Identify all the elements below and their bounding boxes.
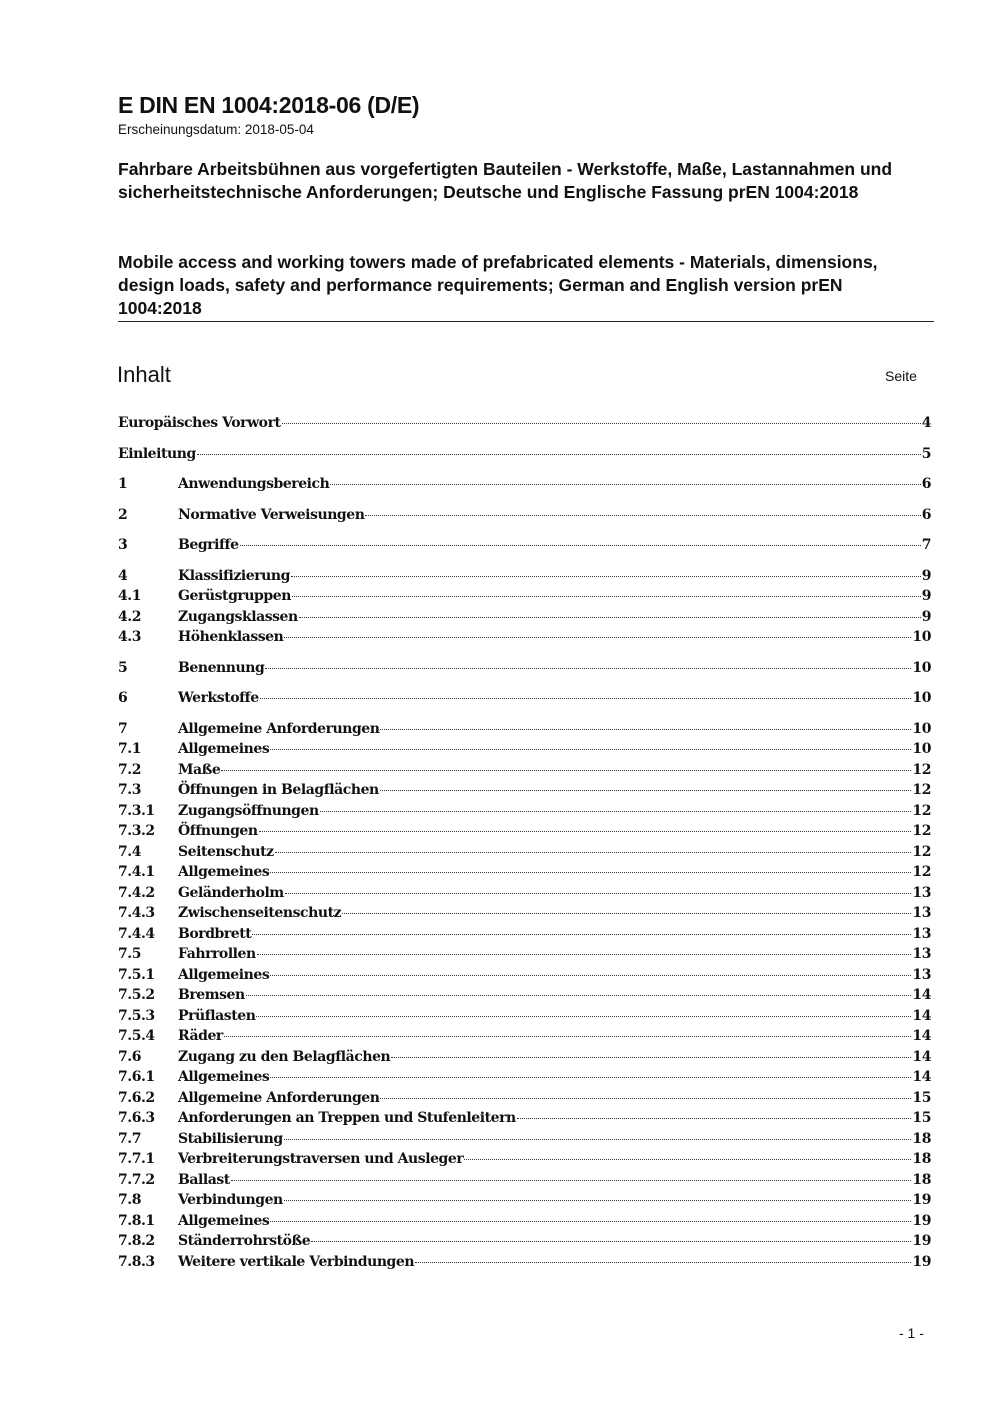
toc-entry-page: 18 (912, 1151, 931, 1167)
toc-entry-label: Allgemeines (178, 864, 270, 880)
toc-entry-number: 1 (118, 476, 128, 492)
toc-entry-number: 7.8.2 (118, 1233, 155, 1249)
toc-entry-number: 7.8 (118, 1192, 142, 1208)
toc-entry[interactable] (118, 967, 931, 988)
toc-entry-page: 13 (912, 925, 931, 942)
toc-entry-number: 7.4.3 (118, 905, 155, 921)
toc-entry-page: 10 (912, 741, 931, 757)
toc-entry-number: 7.4.2 (118, 884, 155, 901)
toc-dot-leader (259, 831, 912, 832)
toc-entry-label: Bordbrett (178, 925, 252, 942)
toc-entry-page: 6 (921, 506, 931, 523)
toc-entry-page: 9 (921, 608, 931, 625)
toc-entry[interactable] (118, 1192, 931, 1213)
toc-entry[interactable] (118, 629, 931, 650)
toc-entry-label: Weitere vertikale Verbindungen (178, 1253, 415, 1270)
toc-entry[interactable] (118, 1213, 931, 1234)
toc-entry-label: Allgemeines (178, 1212, 270, 1229)
toc-dot-leader (365, 515, 920, 516)
toc-entry[interactable] (118, 1008, 931, 1029)
toc-entry-label: Geländerholm (178, 884, 284, 901)
toc-entry-label: Zugang zu den Belagflächen (178, 1048, 391, 1065)
toc-entry-page: 14 (912, 1048, 931, 1065)
toc-dot-leader (240, 545, 921, 546)
toc-entry[interactable] (118, 609, 931, 630)
toc-entry-label: Allgemeines (178, 966, 270, 983)
toc-entry-label: Klassifizierung (178, 567, 290, 584)
toc-entry-label: Ständerrohrstöße (178, 1233, 311, 1249)
toc-entry-number: 7.5 (118, 946, 142, 962)
toc-entry-label: Anwendungsbereich (178, 476, 330, 492)
toc-dot-leader (517, 1118, 912, 1119)
toc-entry[interactable] (118, 1233, 931, 1254)
toc-entry[interactable] (118, 885, 931, 906)
toc-entry[interactable] (118, 690, 931, 711)
toc-dot-leader (282, 423, 921, 424)
title-german: Fahrbare Arbeitsbühnen aus vorgefertigten Bauteilen - Werkstoffe, Maße, Lastannahmen und sicherheitstechnische Anforderungen; Deutsche und Englische Fassung prEN 1004:2018 (118, 159, 893, 202)
toc-entry[interactable] (118, 588, 931, 609)
toc-dot-leader (260, 698, 912, 699)
toc-entry-page: 14 (912, 1028, 931, 1044)
toc-dot-leader (291, 576, 921, 577)
toc-entry[interactable] (118, 844, 931, 865)
toc-entry-label: Bremsen (178, 987, 245, 1003)
toc-entry[interactable] (118, 1254, 931, 1275)
toc-dot-leader (380, 790, 912, 791)
toc-entry-number: 7.6.3 (118, 1110, 155, 1126)
document-id: E DIN EN 1004:2018-06 (D/E) (118, 92, 420, 118)
toc-entry-number: 7.7.1 (118, 1151, 155, 1167)
toc-entry-page: 18 (912, 1130, 931, 1147)
toc-entry[interactable] (118, 507, 931, 528)
toc-dot-leader (231, 1180, 912, 1181)
toc-entry-label: Verbreiterungstraversen und Ausleger (178, 1151, 464, 1167)
toc-entry-number: 6 (118, 690, 128, 706)
toc-entry-number: 7.7 (118, 1130, 142, 1147)
toc-entry-label: Allgemeines (178, 741, 270, 757)
toc-entry-label: Anforderungen an Treppen und Stufenleitern (178, 1110, 516, 1126)
toc-entry[interactable] (118, 1151, 931, 1172)
toc-entry-page: 13 (912, 905, 931, 921)
toc-entry-number: 2 (118, 506, 128, 523)
toc-entry-label: Öffnungen (178, 823, 258, 839)
page-number: - 1 - (899, 1325, 924, 1341)
toc-entry-label: Zwischenseitenschutz (178, 905, 342, 921)
toc-entry[interactable] (118, 1028, 931, 1049)
toc-entry-page: 10 (912, 629, 931, 645)
toc-dot-leader (391, 1057, 911, 1058)
toc-entry[interactable] (118, 1172, 931, 1193)
toc-entry-number: 7.3.2 (118, 823, 155, 839)
toc-entry-number: 3 (118, 537, 128, 553)
toc-entry-label: Räder (178, 1028, 223, 1044)
toc-entry-page: 19 (912, 1212, 931, 1229)
toc-dot-leader (256, 1016, 911, 1017)
toc-entry[interactable] (118, 537, 931, 558)
toc-entry-page: 14 (912, 987, 931, 1003)
toc-entry[interactable] (118, 926, 931, 947)
toc-entry-page: 15 (912, 1110, 931, 1126)
toc-dot-leader (246, 995, 912, 996)
toc-entry-number: 7.4.1 (118, 864, 155, 880)
toc-dot-leader (252, 934, 911, 935)
toc-dot-leader (270, 749, 911, 750)
toc-entry-page: 14 (912, 1007, 931, 1024)
table-of-contents (118, 415, 931, 1274)
toc-entry-page: 19 (912, 1192, 931, 1208)
toc-entry-label: Europäisches Vorwort (118, 415, 281, 431)
toc-entry-page: 13 (912, 966, 931, 983)
toc-entry[interactable] (118, 823, 931, 844)
toc-dot-leader (270, 1077, 911, 1078)
toc-dot-leader (380, 729, 911, 730)
toc-dot-leader (380, 1098, 911, 1099)
toc-dot-leader (265, 668, 911, 669)
toc-entry-label: Gerüstgruppen (178, 588, 291, 604)
title-english: Mobile access and working towers made of prefabricated elements - Materials, dimensions, design loads, safety and performance requirements; German and English version prEN 1004:2018 (118, 252, 878, 318)
toc-entry-page: 12 (912, 782, 931, 798)
toc-entry[interactable] (118, 568, 931, 589)
toc-entry-page: 14 (912, 1069, 931, 1085)
toc-dot-leader (464, 1159, 911, 1160)
toc-dot-leader (270, 872, 911, 873)
toc-entry-number: 7.3.1 (118, 802, 155, 819)
toc-entry-number: 4.1 (118, 588, 142, 604)
toc-entry[interactable] (118, 415, 931, 436)
toc-entry-page: 6 (921, 476, 931, 492)
toc-entry[interactable] (118, 762, 931, 783)
toc-entry-label: Verbindungen (178, 1192, 283, 1208)
toc-dot-leader (330, 484, 920, 485)
toc-entry-page: 19 (912, 1253, 931, 1270)
toc-entry-page: 4 (921, 415, 931, 431)
toc-entry-label: Höhenklassen (178, 629, 284, 645)
toc-entry[interactable] (118, 741, 931, 762)
toc-entry-page: 12 (912, 761, 931, 778)
toc-entry-label: Zugangsklassen (178, 608, 298, 625)
toc-entry-number: 7.8.3 (118, 1253, 155, 1270)
toc-entry[interactable] (118, 864, 931, 885)
toc-entry[interactable] (118, 905, 931, 926)
toc-entry-number: 7.6 (118, 1048, 142, 1065)
title-divider (118, 321, 934, 322)
toc-dot-leader (284, 1139, 912, 1140)
toc-entry-number: 7.7.2 (118, 1171, 155, 1188)
toc-entry[interactable] (118, 476, 931, 497)
toc-entry-number: 4.3 (118, 629, 142, 645)
toc-entry-label: Fahrrollen (178, 946, 256, 962)
toc-entry-page: 12 (912, 823, 931, 839)
toc-dot-leader (257, 954, 912, 955)
toc-dot-leader (270, 1221, 911, 1222)
toc-entry-label: Seitenschutz (178, 843, 274, 860)
toc-entry-label: Prüflasten (178, 1007, 256, 1024)
toc-entry-page: 10 (912, 659, 931, 676)
toc-entry-label: Einleitung (118, 445, 196, 462)
toc-entry-label: Ballast (178, 1171, 230, 1188)
toc-entry-label: Allgemeine Anforderungen (178, 720, 380, 737)
toc-entry[interactable] (118, 1090, 931, 1111)
toc-dot-leader (284, 637, 911, 638)
toc-dot-leader (415, 1262, 911, 1263)
toc-entry[interactable] (118, 803, 931, 824)
publication-date: Erscheinungsdatum: 2018-05-04 (118, 122, 314, 137)
toc-dot-leader (275, 852, 912, 853)
toc-dot-leader (299, 617, 921, 618)
toc-dot-leader (284, 1200, 912, 1201)
toc-entry-page: 19 (912, 1233, 931, 1249)
toc-entry-number: 7.5.3 (118, 1007, 155, 1024)
toc-dot-leader (224, 1036, 912, 1037)
toc-entry-number: 7.2 (118, 761, 142, 778)
toc-entry-number: 7.6.1 (118, 1069, 155, 1085)
toc-entry[interactable] (118, 446, 931, 467)
toc-entry[interactable] (118, 1049, 931, 1070)
toc-entry[interactable] (118, 946, 931, 967)
toc-entry[interactable] (118, 721, 931, 742)
toc-entry-number: 7.1 (118, 741, 142, 757)
toc-dot-leader (270, 975, 911, 976)
toc-entry-page: 12 (912, 802, 931, 819)
toc-entry-label: Normative Verweisungen (178, 506, 365, 523)
toc-entry-label: Werkstoffe (178, 690, 259, 706)
toc-dot-leader (292, 596, 921, 597)
toc-entry-number: 7.5.2 (118, 987, 155, 1003)
toc-entry-number: 4 (118, 567, 128, 584)
toc-entry-label: Benennung (178, 659, 265, 676)
toc-entry-page: 5 (921, 445, 931, 462)
toc-entry-page: 7 (921, 537, 931, 553)
toc-entry-page: 10 (912, 720, 931, 737)
toc-entry-label: Allgemeines (178, 1069, 270, 1085)
toc-entry-page: 13 (912, 946, 931, 962)
toc-entry[interactable] (118, 1069, 931, 1090)
toc-entry-number: 7.5.4 (118, 1028, 155, 1044)
toc-dot-leader (285, 893, 912, 894)
toc-entry-page: 13 (912, 884, 931, 901)
toc-entry-label: Allgemeine Anforderungen (178, 1089, 380, 1106)
toc-entry-number: 4.2 (118, 608, 142, 625)
toc-entry-number: 7.4.4 (118, 925, 155, 942)
toc-entry-label: Begriffe (178, 537, 239, 553)
toc-dot-leader (197, 454, 921, 455)
toc-entry-page: 10 (912, 690, 931, 706)
toc-page-column-label: Seite (885, 368, 917, 384)
toc-entry-page: 15 (912, 1089, 931, 1106)
toc-entry[interactable] (118, 1110, 931, 1131)
toc-dot-leader (221, 770, 911, 771)
toc-entry-number: 7.5.1 (118, 966, 155, 983)
toc-heading: Inhalt (117, 362, 171, 387)
toc-entry[interactable] (118, 1131, 931, 1152)
toc-entry-number: 7.4 (118, 843, 142, 860)
toc-entry-label: Öffnungen in Belagflächen (178, 782, 379, 798)
toc-entry-number: 7.6.2 (118, 1089, 155, 1106)
toc-entry-label: Stabilisierung (178, 1130, 283, 1147)
toc-entry[interactable] (118, 660, 931, 681)
toc-entry[interactable] (118, 987, 931, 1008)
toc-entry-number: 7.8.1 (118, 1212, 155, 1229)
toc-entry-page: 12 (912, 843, 931, 860)
toc-entry-page: 12 (912, 864, 931, 880)
toc-entry-number: 5 (118, 659, 128, 676)
toc-dot-leader (320, 811, 912, 812)
toc-entry-number: 7 (118, 720, 128, 737)
toc-entry[interactable] (118, 782, 931, 803)
toc-dot-leader (342, 913, 911, 914)
toc-entry-label: Zugangsöffnungen (178, 802, 319, 819)
toc-entry-page: 9 (921, 588, 931, 604)
toc-entry-page: 9 (921, 567, 931, 584)
toc-entry-page: 18 (912, 1171, 931, 1188)
toc-dot-leader (311, 1241, 911, 1242)
toc-entry-number: 7.3 (118, 782, 142, 798)
toc-entry-label: Maße (178, 761, 221, 778)
